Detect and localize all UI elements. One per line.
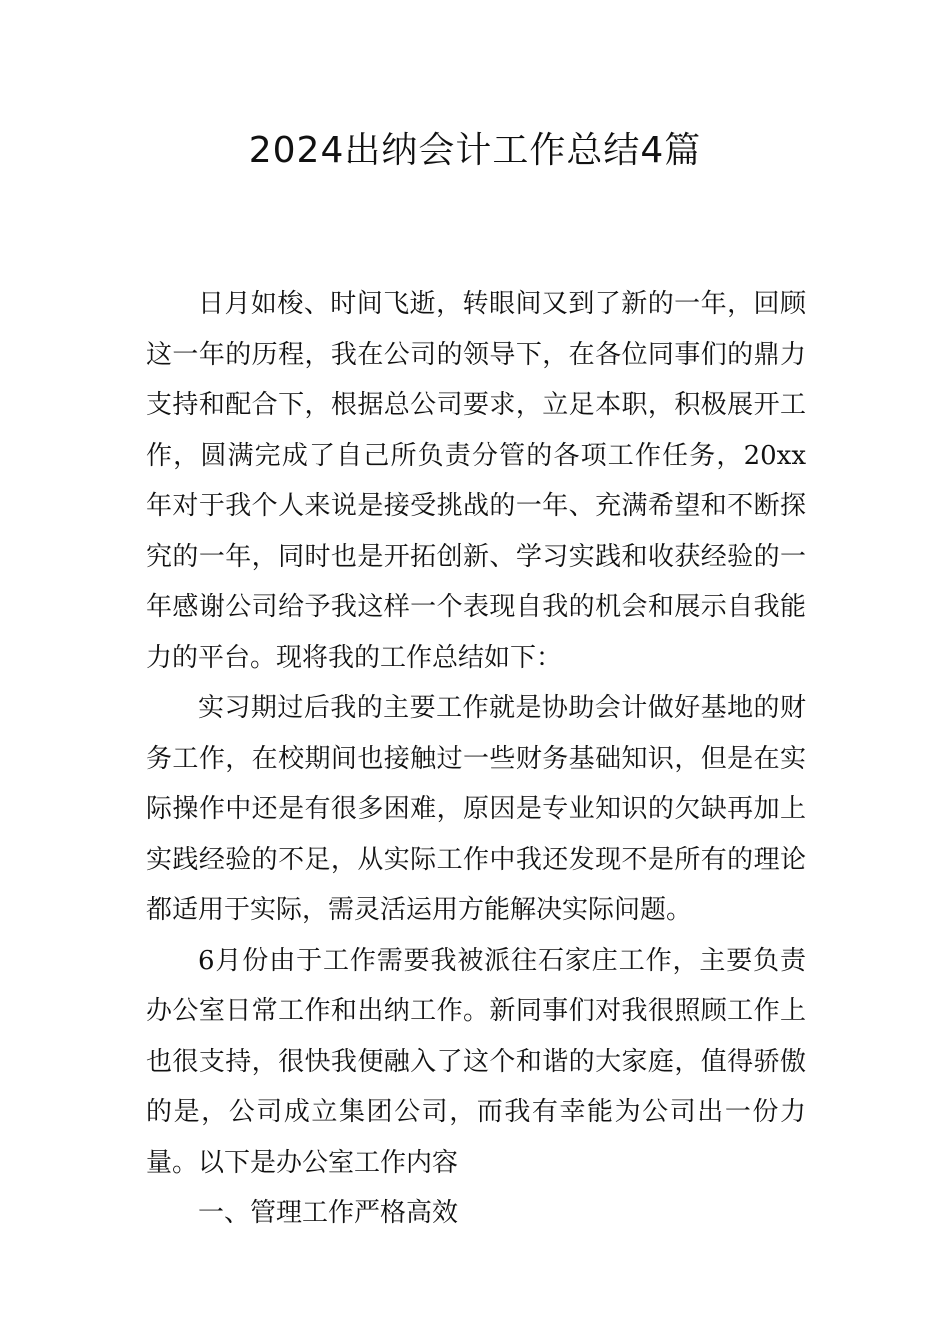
document-title: 2024出纳会计工作总结4篇 (248, 130, 702, 171)
paragraph-june: 6月份由于工作需要我被派往石家庄工作，主要负责办公室日常工作和出纳工作。新同事们对我很照顾工作上也很支持，很快我便融入了这个和谐的大家庭，值得骄傲的是，公司成立集团公司，而我有幸能为公司出一份力量。以下是办公室工作内容 (146, 945, 806, 1178)
document-body (146, 279, 806, 1239)
paragraph-internship: 实习期过后我的主要工作就是协助会计做好基地的财务工作，在校期间也接触过一些财务基础知识，但是在实际操作中还是有很多困难，原因是专业知识的欠缺再加上实践经验的不足，从实际工作中我还发现不是所有的理论都适用于实际，需灵活运用方能解决实际问题。 (146, 693, 806, 925)
section-heading-management: 一、管理工作严格高效 (198, 1198, 459, 1228)
paragraph-intro: 日月如梭、时间飞逝，转眼间又到了新的一年，回顾这一年的历程，我在公司的领导下，在各位同事们的鼎力支持和配合下，根据总公司要求，立足本职，积极展开工作，圆满完成了自己所负责分管的各项工作任务，20xx年对于我个人来说是接受挑战的一年、充满希望和不断探究的一年，同时也是开拓创新、学习实践和收获经验的一年感谢公司给予我这样一个表现自我的机会和展示自我能力的平台。现将我的工作总结如下： (146, 289, 806, 673)
